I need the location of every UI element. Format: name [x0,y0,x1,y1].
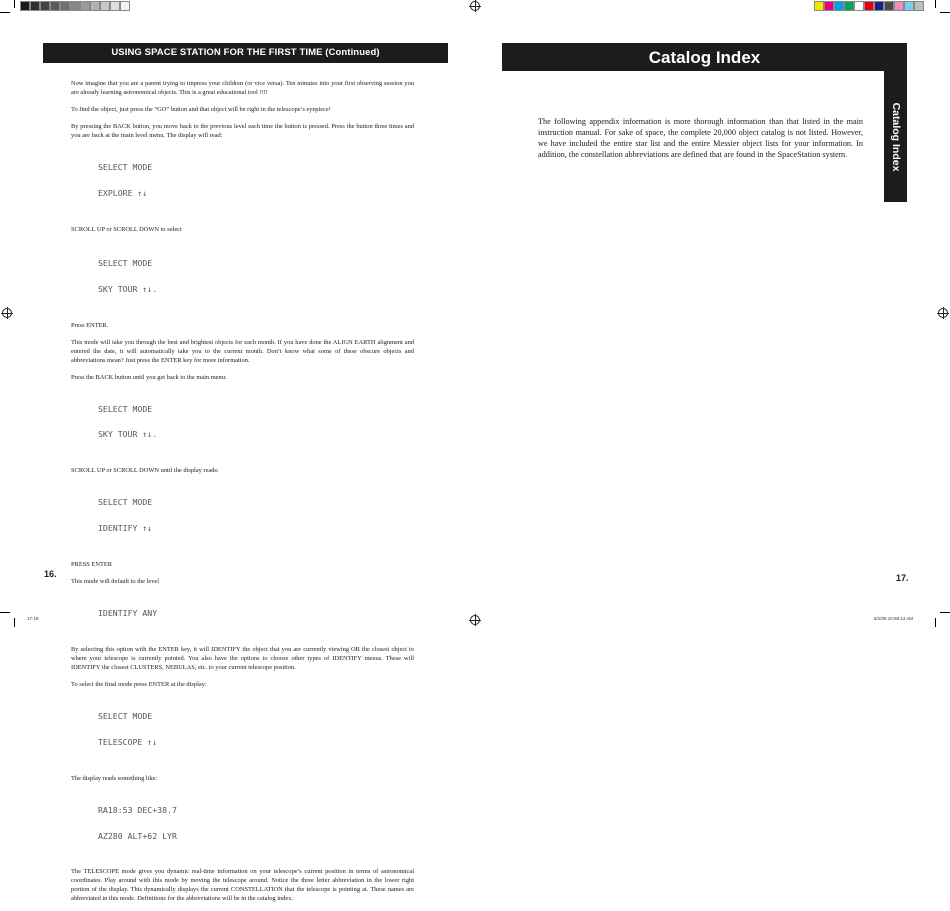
crop-mark [14,0,15,8]
paragraph: Press ENTER. [71,321,109,329]
color-swatch [844,1,854,11]
crop-mark [940,12,950,13]
paragraph: SCROLL UP or SCROLL DOWN until the display reads: [71,467,219,475]
lcd-display [98,388,414,457]
side-tab-label: Catalog Index [889,102,902,171]
crop-mark [0,612,10,613]
registration-mark-icon [2,308,12,318]
crop-mark [935,618,936,627]
registration-mark-icon [470,615,480,625]
paragraph: The display reads something like: [71,774,158,782]
lcd-line: SELECT MODE [98,257,153,268]
lcd-line: SELECT MODE [98,711,153,722]
right-page-header: Catalog Index [502,43,907,71]
color-swatch [904,1,914,11]
color-swatch [824,1,834,11]
crop-mark [940,612,950,613]
paragraph: This mode will default to the level [71,578,160,585]
lcd-line: SELECT MODE [98,403,153,414]
color-swatch [874,1,884,11]
lcd-line: IDENTIFY ↑↓ [98,523,153,534]
slug-right: 8/1/05 10:58:14 AM [874,616,914,621]
cmyk-color-bar [814,1,924,11]
color-swatch [120,1,130,11]
registration-mark-icon [470,1,480,11]
side-tab [884,71,907,202]
paragraph: SCROLL UP or SCROLL DOWN to select [71,225,182,233]
lcd-display [98,242,414,311]
paragraph: PRESS ENTER [71,561,113,568]
left-page-body [71,79,414,911]
lcd-line: SKY TOUR ↑↓. [98,429,158,440]
crop-mark [14,618,15,627]
lcd-line: AZ280 ALT+62 LYR [98,830,177,841]
paragraph: To find the object, just press the “GO” button and that object will be right in the telescope’s eyepiece! [71,106,331,113]
paragraph: The TELESCOPE mode gives you dynamic real-time information on your telescope’s current position in terms of astronomical coordinates. Play around with this mode by moving the telescope around. Notice the three letter abbreviation in the lower right portion of the display. This dynamically displays the current CONSTELLATION that the telescope is pointing at. These names are abbreviated in this mode. Definitions for the abbreviations will be in the catalog index. [71,868,414,903]
right-page-number: 17. [896,573,909,583]
lcd-line: SELECT MODE [98,497,153,508]
lcd-line: TELESCOPE ↑↓ [98,736,158,747]
crop-mark [0,12,10,13]
color-swatch [70,1,80,11]
color-swatch [20,1,30,11]
color-swatch [90,1,100,11]
paragraph: Now imagine that you are a parent trying to impress your children (or vice versa). Ten minutes into your first observing session you are already learning astronomical objects. This is a great educational tool !!!! [71,80,414,96]
lcd-display [98,695,414,764]
lcd-line: SELECT MODE [98,162,153,173]
color-swatch [50,1,60,11]
lcd-display [98,481,414,550]
lcd-display [98,789,414,858]
left-page-header: USING SPACE STATION FOR THE FIRST TIME (Continued) [43,43,448,63]
color-swatch [30,1,40,11]
color-swatch [854,1,864,11]
lcd-display [98,146,414,215]
registration-mark-icon [938,308,948,318]
color-swatch [834,1,844,11]
paragraph: By selecting this option with the ENTER key, it will IDENTIFY the object that you are currently viewing OR the closest object to where your telescope is currently pointed. You also have the options to choose other types of IDENTIFY menus. These will IDENTIFY the closest CLUSTERS, NEBULAS, etc. to your current telescope position. [71,645,414,671]
right-page-body: The following appendix information is more thorough information than that listed in the main instruction manual. For sake of space, the complete 20,000 object catalog is not listed. However, we have included the entire star list and the entire Messier object lists for your information. In addition, the constellation abbreviations are defined that are found in the SpaceStation system. [538,117,863,159]
color-swatch [60,1,70,11]
color-swatch [914,1,924,11]
lcd-line: SKY TOUR ↑↓. [98,283,158,294]
color-swatch [100,1,110,11]
paragraph: Press the BACK button until you get back to the main menu: [71,373,227,381]
color-swatch [864,1,874,11]
color-swatch [894,1,904,11]
color-swatch [40,1,50,11]
crop-mark [935,0,936,8]
grayscale-color-bar [20,1,130,11]
paragraph: This mode will take you through the best and brightest objects for each month. If you have done the ALIGN EARTH alignment and entered the date, it will automatically take you to the current month. Don’t know what some of these obscure objects and abbreviations mean? Just press the ENTER key for more information. [71,338,414,364]
lcd-line: IDENTIFY ANY [98,608,158,619]
paragraph: To select the final mode press ENTER at the display: [71,680,207,688]
lcd-line: EXPLORE ↑↓ [98,187,148,198]
left-page-number: 16. [44,569,57,579]
paragraph: By pressing the BACK button, you move back to the previous level each time the button is pressed. Press the button three times and you are back at the main level menu. The display will read: [71,123,414,139]
lcd-display [98,592,414,635]
color-swatch [80,1,90,11]
color-swatch [814,1,824,11]
color-swatch [110,1,120,11]
lcd-line: RA18:53 DEC+38.7 [98,804,177,815]
color-swatch [884,1,894,11]
slug-left: 17-18 [27,616,39,621]
